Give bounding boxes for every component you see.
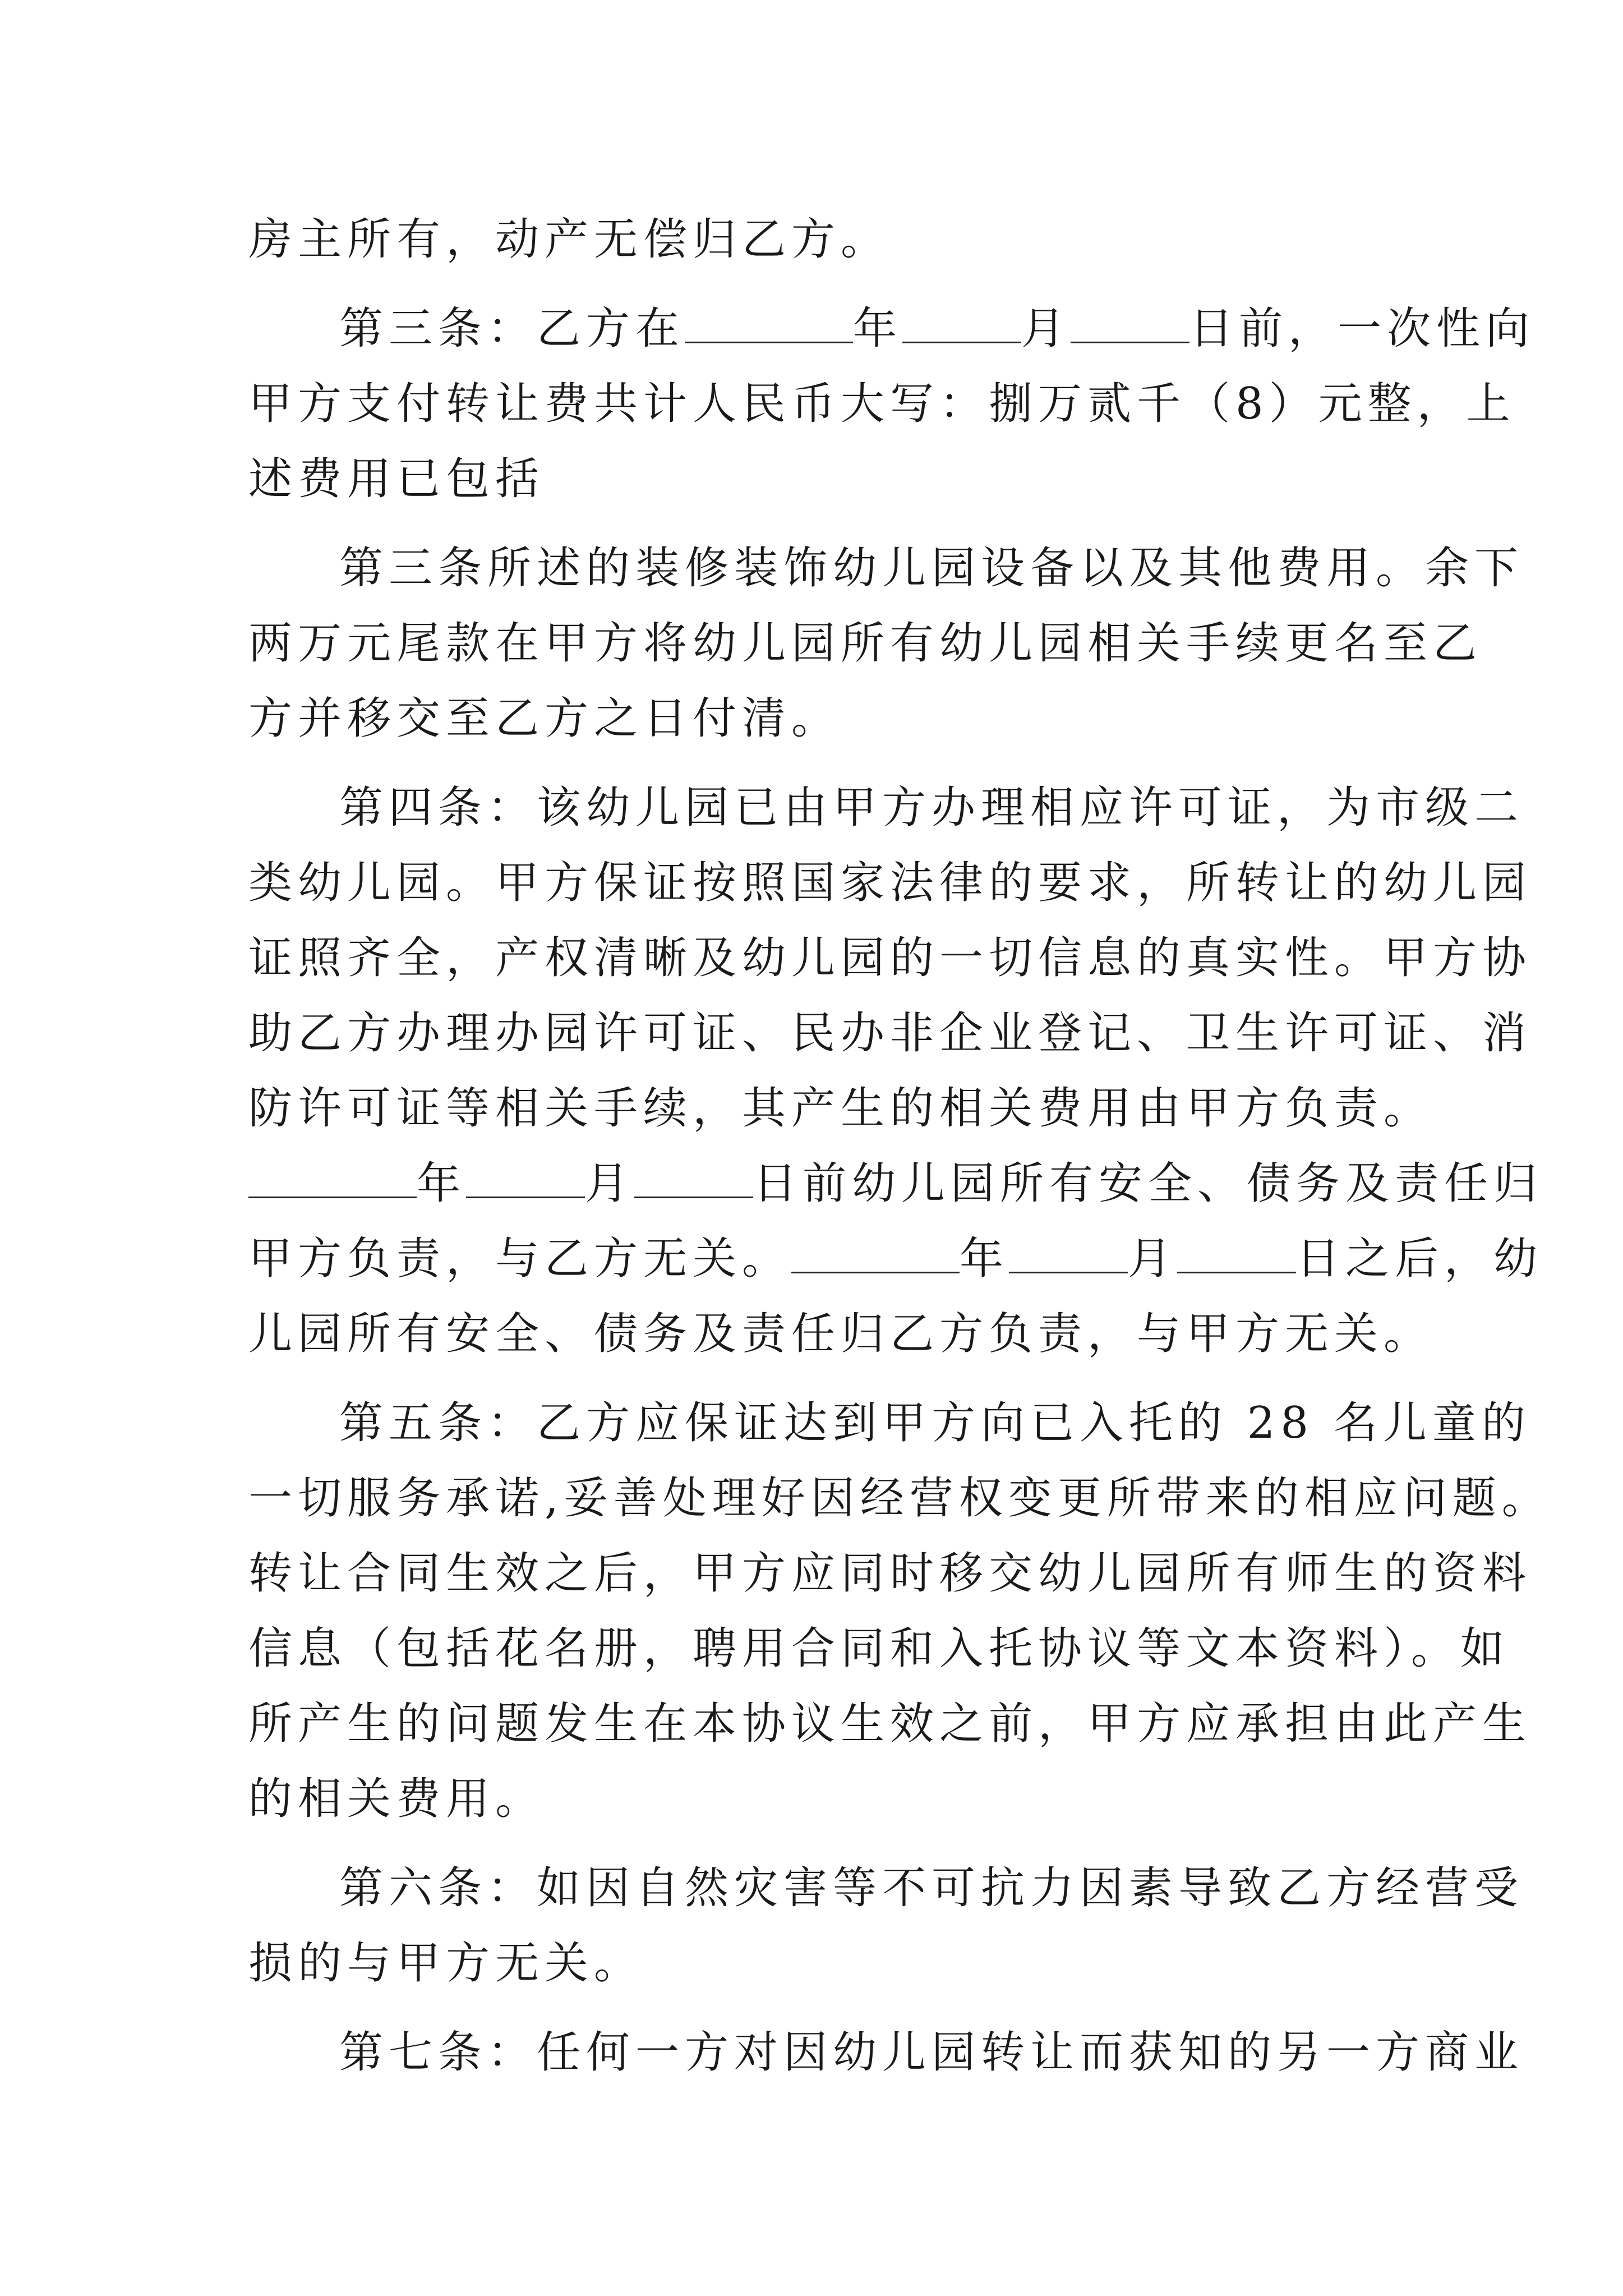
article-7-line: 第七条：任何一方对因幼儿园转让而获知的另一方商业	[339, 2027, 1524, 2078]
paragraph-line: 一切服务承诺,妥善处理好因经营权变更所带来的相应问题。	[248, 1473, 1551, 1524]
text-fragment: 日前，一次性向	[1189, 303, 1536, 354]
text-fragment: 月	[1128, 1234, 1178, 1284]
day-blank	[634, 1162, 753, 1198]
article-3-line	[248, 291, 1536, 366]
date-line	[248, 1146, 1543, 1221]
paragraph-line: 第三条所述的装修装饰幼儿园设备以及其他费用。余下	[339, 543, 1524, 593]
text-fragment: 第三条：乙方在	[339, 303, 685, 354]
paragraph-line: 甲方支付转让费共计人民币大写：捌万贰千（8）元整，上	[248, 379, 1516, 429]
text-fragment: 月	[585, 1158, 635, 1209]
month-blank	[902, 307, 1021, 343]
text-fragment: 日前幼儿园所有安全、债务及责任归	[753, 1158, 1543, 1209]
paragraph-line: 述费用已包括	[248, 454, 545, 504]
month-blank	[1009, 1237, 1128, 1273]
year-blank	[791, 1237, 960, 1273]
date-line	[248, 1221, 1543, 1296]
day-blank	[1177, 1237, 1296, 1273]
article-4-line: 第四条：该幼儿园已由甲方办理相应许可证，为市级二	[339, 783, 1524, 833]
text-fragment: 日之后，幼	[1296, 1234, 1543, 1284]
paragraph-line: 防许可证等相关手续，其产生的相关费用由甲方负责。	[248, 1083, 1433, 1134]
year-blank	[248, 1162, 417, 1198]
article-6-line: 第六条：如因自然灾害等不可抗力因素导致乙方经营受	[339, 1863, 1524, 1913]
paragraph-line: 类幼儿园。甲方保证按照国家法律的要求，所转让的幼儿园	[248, 858, 1532, 908]
paragraph-line: 方并移交至乙方之日付清。	[248, 693, 841, 744]
paragraph-line: 两万元尾款在甲方将幼儿园所有幼儿园相关手续更名至乙	[248, 618, 1483, 669]
text-fragment: 月	[1021, 303, 1071, 354]
paragraph-line: 的相关费用。	[248, 1774, 545, 1824]
day-blank	[1071, 307, 1189, 343]
year-blank	[685, 307, 853, 343]
paragraph-line: 所产生的问题发生在本协议生效之前，甲方应承担由此产生	[248, 1699, 1532, 1749]
document-page	[248, 202, 1551, 2090]
paragraph-line: 助乙方办理办园许可证、民办非企业登记、卫生许可证、消	[248, 1008, 1532, 1059]
paragraph-line: 转让合同生效之后，甲方应同时移交幼儿园所有师生的资料	[248, 1548, 1532, 1599]
text-fragment: 甲方负责，与乙方无关。	[248, 1234, 792, 1284]
month-blank	[466, 1162, 585, 1198]
paragraph-line: 信息（包括花名册，聘用合同和入托协议等文本资料）。如	[248, 1623, 1510, 1674]
paragraph-line: 损的与甲方无关。	[248, 1938, 644, 1989]
text-fragment: 年	[853, 303, 903, 354]
paragraph-line: 儿园所有安全、债务及责任归乙方负责，与甲方无关。	[248, 1309, 1433, 1359]
text-fragment: 年	[960, 1234, 1009, 1284]
text-fragment: 年	[417, 1158, 467, 1209]
paragraph-line: 证照齐全，产权清晰及幼儿园的一切信息的真实性。甲方协	[248, 933, 1532, 983]
paragraph-line: 房主所有，动产无偿归乙方。	[248, 214, 891, 265]
article-5-line: 第五条：乙方应保证达到甲方向已入托的 28 名儿童的	[339, 1398, 1531, 1448]
